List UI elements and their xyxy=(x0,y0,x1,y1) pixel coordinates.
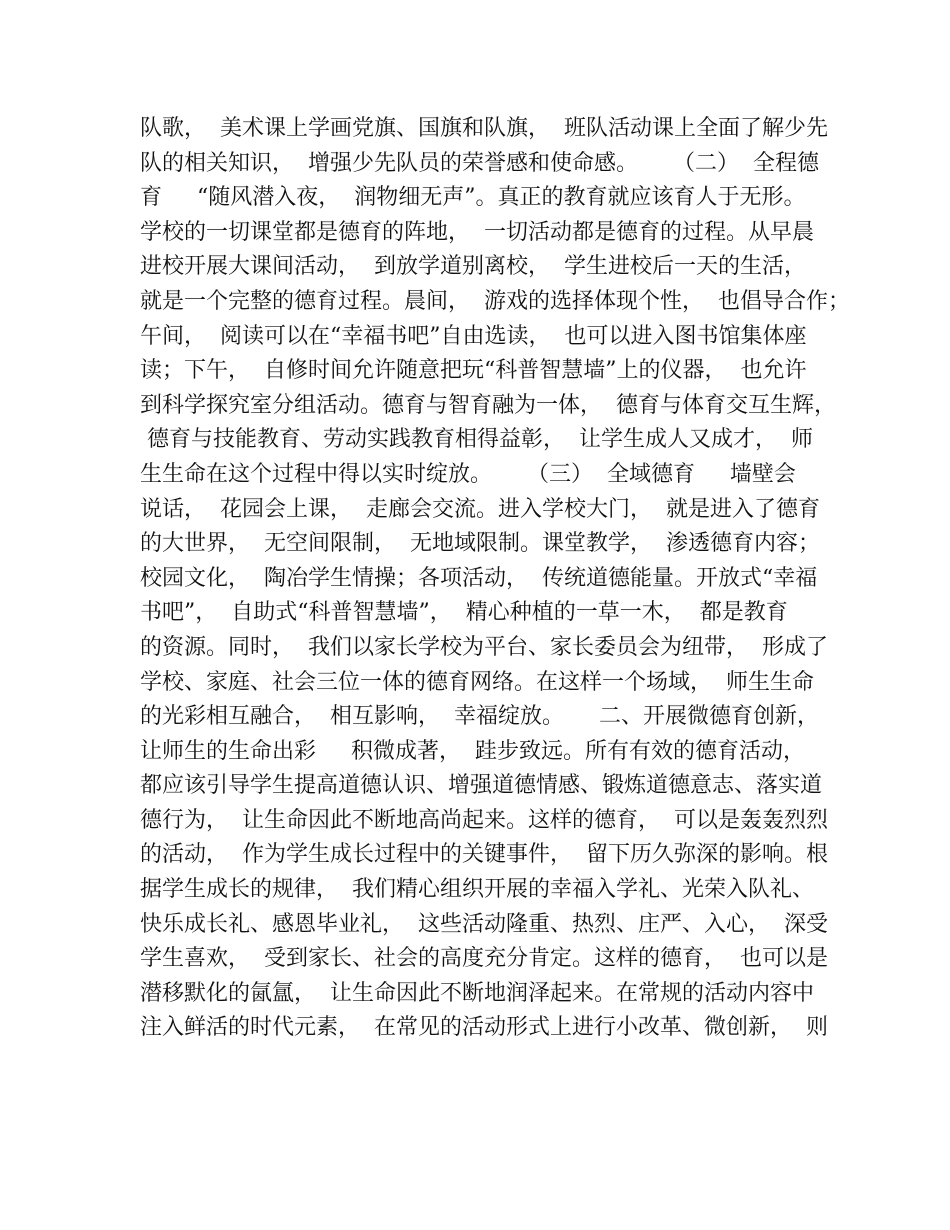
text-line: 注入鲜活的时代元素， 在常见的活动形式上进行小改革、微创新， 则 xyxy=(140,1015,828,1041)
text-line: 快乐成长礼、感恩毕业礼， 这些活动隆重、热烈、庄严、入心， 深受 xyxy=(140,911,828,937)
text-line: 都应该引导学生提高道德认识、增强道德情感、锻炼道德意志、落实道 xyxy=(140,773,823,799)
text-line: 进校开展大课间活动， 到放学道别离校， 学生进校后一天的生活， xyxy=(140,254,806,280)
text-line: 德育与技能教育、劳动实践教育相得益彰， 让学生成人又成才， 师 xyxy=(140,427,813,453)
text-line: 的光彩相互融合， 相互影响， 幸福绽放。 二、开展微德育创新， xyxy=(140,704,819,730)
text-line: 到科学探究室分组活动。德育与智育融为一体， 德育与体育交互生辉， xyxy=(140,392,836,418)
text-line: 队歌， 美术课上学画党旗、国旗和队旗， 班队活动课上全面了解少先 xyxy=(140,116,828,141)
text-line: 午间， 阅读可以在“幸福书吧”自由选读， 也可以进入图书馆集体座 xyxy=(140,323,807,349)
text-line: 书吧”， 自助式“科普智慧墙”， 精心种植的一草一木， 都是教育 xyxy=(140,600,788,626)
text-line: 让师生的生命出彩 积微成著， 跬步致远。所有有效的德育活动， xyxy=(140,738,805,764)
text-line: 据学生成长的规律， 我们精心组织开展的幸福入学礼、光荣入队礼、 xyxy=(140,877,814,903)
text-line: 德行为， 让生命因此不断地高尚起来。这样的德育， 可以是轰轰烈烈 xyxy=(140,807,828,833)
text-line: 学校、家庭、社会三位一体的德育网络。在这样一个场域， 师生生命 xyxy=(140,669,814,695)
text-line: 说话， 花园会上课， 走廊会交流。进入学校大门， 就是进入了德育 xyxy=(140,496,820,522)
text-line: 的资源。同时， 我们以家长学校为平台、家长委员会为纽带， 形成了 xyxy=(140,634,828,660)
body-text xyxy=(140,112,850,1046)
text-line: 育 “随风潜入夜， 润物细无声”。真正的教育就应该育人于无形。 xyxy=(140,185,806,211)
text-line: 校园文化， 陶冶学生情操；各项活动， 传统道德能量。开放式“幸福 xyxy=(140,565,818,591)
text-line: 队的相关知识， 增强少先队员的荣誉感和使命感。 （二） 全程德 xyxy=(140,150,819,176)
text-line: 就是一个完整的德育过程。晨间， 游戏的选择体现个性， 也倡导合作； xyxy=(140,288,850,314)
text-line: 潜移默化的氤氲， 让生命因此不断地润泽起来。在常规的活动内容中 xyxy=(140,980,814,1006)
text-line: 读；下午， 自修时间允许随意把玩“科普智慧墙”上的仪器， 也允许 xyxy=(140,358,807,384)
text-line: 学校的一切课堂都是德育的阵地， 一切活动都是德育的过程。从早晨 xyxy=(140,219,814,245)
text-line: 生生命在这个过程中得以实时绽放。 （三） 全域德育 墙壁会 xyxy=(140,461,796,487)
text-line: 的大世界， 无空间限制， 无地域限制。课堂教学， 渗透德育内容； xyxy=(140,531,820,557)
text-line: 学生喜欢， 受到家长、社会的高度充分肯定。这样的德育， 也可以是 xyxy=(140,946,828,972)
text-line: 的活动， 作为学生成长过程中的关键事件， 留下历久弥深的影响。根 xyxy=(140,842,828,868)
